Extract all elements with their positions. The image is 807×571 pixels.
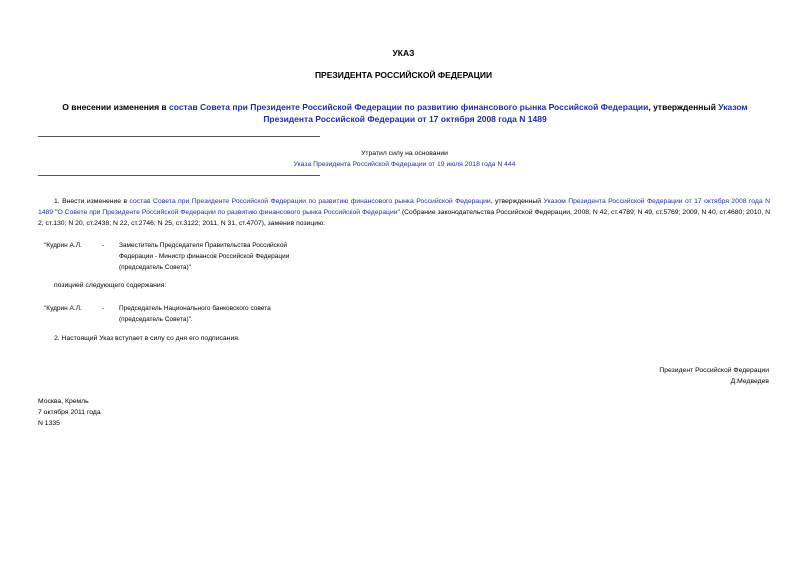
document-subject	[40, 101, 770, 125]
old-position-line-3: (председатель Совета)"	[119, 264, 191, 271]
paragraph-1-suffix: " (Собрание законодательства Российской Федерации, 2008, N 42, ст.4789; N 49, ст.5769; 2009, N 40, ст.4680; 2010, N 2, ст.130; N 20, ст.2438; N 22, ст.2746; N 25, ст.3122; 2011, N 31, ст.4707), заменив позицию:	[38, 209, 770, 227]
place-date-block	[38, 396, 101, 429]
replacement-intro: позицией следующего содержания:	[54, 282, 167, 289]
paragraph-1-link-council[interactable]: О Совете при Президенте Российской Федерации по развитию финансового рынка Российской Федерации	[57, 209, 398, 216]
old-position-description	[119, 240, 309, 273]
divider-bottom	[38, 175, 320, 176]
paragraph-2: 2. Настоящий Указ вступает в силу со дня его подписания.	[54, 335, 240, 342]
decree-number: N 1335	[38, 420, 60, 427]
document-issuer: ПРЕЗИДЕНТА РОССИЙСКОЙ ФЕДЕРАЦИИ	[314, 70, 493, 80]
old-position-dash: -	[102, 242, 105, 249]
status-note	[230, 148, 579, 170]
status-note-link[interactable]: Указа Президента Российской Федерации от 19 июля 2018 года N 444	[293, 161, 516, 168]
signing-place: Москва, Кремль	[38, 398, 89, 405]
signing-date: 7 октября 2011 года	[38, 409, 101, 416]
signature-position: Президент Российской Федерации	[659, 367, 769, 374]
paragraph-1	[38, 196, 770, 229]
new-position-description	[119, 303, 309, 325]
signature-block	[659, 365, 769, 387]
subject-link-decree-1489[interactable]: Указом Президента Российской Федерации от 17 октября 2008 года N 1489	[263, 102, 748, 124]
old-position-line-2: Федерации - Министр финансов Российской Федерации	[119, 253, 290, 260]
subject-text-2: , утвержденный	[648, 102, 719, 112]
old-position-line-1: Заместитель Председателя Правительства Российской	[119, 242, 288, 249]
new-position-line-1: Председатель Национального банковского совета	[119, 305, 271, 312]
paragraph-1-link-composition[interactable]: состав Совета при Президенте Российской Федерации по развитию финансового рынка Российской Федерации	[129, 198, 491, 205]
divider-top	[38, 136, 320, 137]
subject-link-composition[interactable]: состав Совета при Президенте Российской Федерации по развитию финансового рынка Российской Федерации	[169, 102, 649, 112]
paragraph-1-mid-1: , утвержденный	[490, 198, 544, 205]
paragraph-1-prefix: 1. Внести изменение в	[54, 198, 130, 205]
paragraph-1-link-decree[interactable]: Указом Президента Российской Федерации от 17 октября 2008 года N 1489	[38, 198, 770, 216]
signature-name: Д.Медведев	[730, 378, 769, 385]
status-note-text: Утратил силу на основании	[361, 150, 448, 157]
subject-text-1: О внесении изменения в	[62, 102, 170, 112]
old-position-name: "Кудрин А.Л.	[44, 242, 82, 249]
new-position-name: "Кудрин А.Л.	[44, 305, 82, 312]
new-position-line-2: (председатель Совета)".	[119, 316, 193, 323]
paragraph-1-mid-2: "	[53, 209, 58, 216]
document-title: УКАЗ	[392, 48, 415, 58]
new-position-dash: -	[102, 305, 105, 312]
